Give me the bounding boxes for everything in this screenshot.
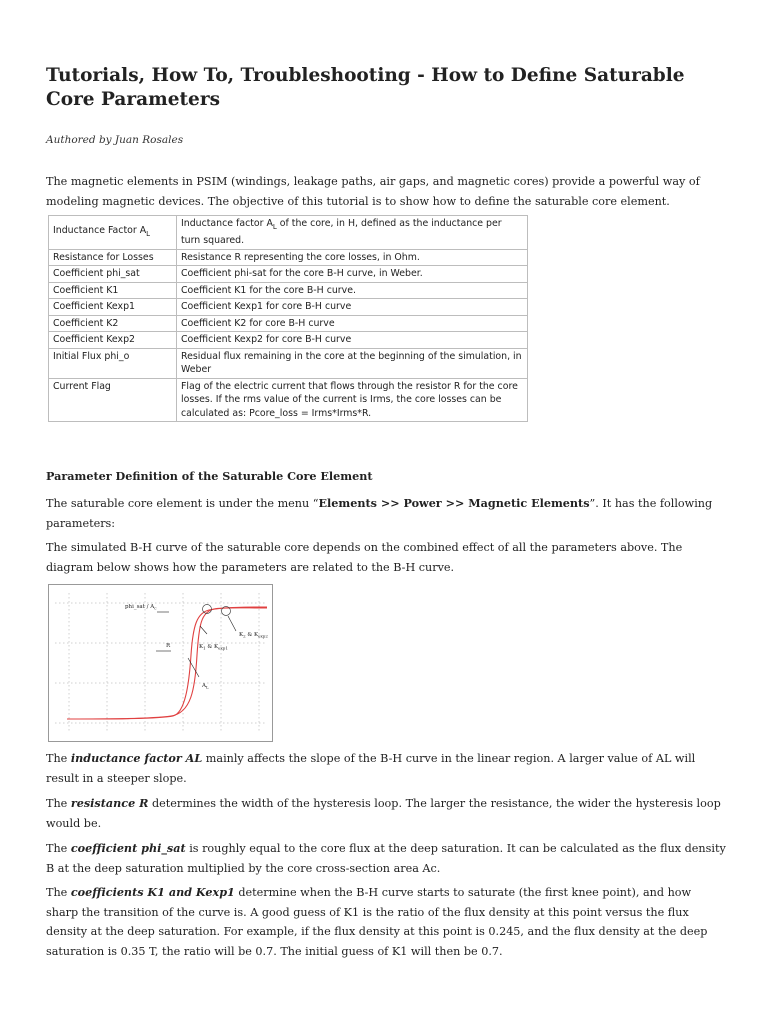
- table-row: [49, 348, 528, 378]
- param-name: Coefficient phi_sat: [49, 266, 177, 283]
- page-title: Tutorials, How To, Troubleshooting - How to Define Saturable Core Parameters: [46, 65, 685, 110]
- param-name: Inductance Factor $A_L$: [49, 216, 177, 250]
- r-label: R: [166, 643, 171, 649]
- param-name: Current Flag: [49, 378, 177, 422]
- table-row: [49, 315, 528, 332]
- param-name: Initial Flux phi_o: [49, 348, 177, 378]
- hysteresis-lower-branch: [67, 607, 267, 719]
- curve-paragraph: The simulated B-H curve of the saturable core depends on the combined effect of all the parameters above. The diagram below shows how the parameters are related to the B-H curve.: [46, 541, 683, 574]
- param-name: Coefficient Kexp1: [49, 299, 177, 316]
- author-line: Authored by Juan Rosales: [46, 134, 184, 146]
- param-description: Coefficient K2 for core B-H curve: [177, 315, 528, 332]
- param-description: Coefficient Kexp1 for core B-H curve: [177, 299, 528, 316]
- menu-paragraph: The saturable core element is under the menu “Elements >> Power >> Magnetic Elements”. It has the following parameters:: [46, 496, 713, 530]
- bh-curve-figure: [48, 584, 273, 742]
- param-description: Coefficient K1 for the core B-H curve.: [177, 282, 528, 299]
- paragraph-k1: The coefficients K1 and Kexp1 determine when the B-H curve starts to saturate (the first knee point), and how sharp the transition of the curve is. A good guess of K1 is the ratio of the flux density at this point versus the flux density at the deep saturation. For example, if the flux density at this point is 0.245, and the flux density at the deep saturation is 0.35 T, the ratio will be 0.7. The initial guess of K1 will then be 0.7.: [46, 885, 708, 958]
- k1-kexp1-label: $K_1$ & $K_{exp1}$: [199, 644, 228, 651]
- section-heading: Parameter Definition of the Saturable Core Element: [46, 469, 373, 483]
- k2-pointer: [228, 616, 236, 631]
- param-description: Residual flux remaining in the core at the beginning of the simulation, in Weber: [177, 348, 528, 378]
- table-row: [49, 249, 528, 266]
- parameter-table: [48, 215, 528, 422]
- hysteresis-upper-branch: [67, 608, 267, 719]
- k2-kexp2-label: $K_2$ & $K_{exp2}$: [239, 632, 268, 639]
- table-row: [49, 332, 528, 349]
- param-name: Coefficient K2: [49, 315, 177, 332]
- menu-path: Elements >> Power >> Magnetic Elements: [318, 496, 590, 510]
- table-row: [49, 216, 528, 250]
- table-row: [49, 282, 528, 299]
- param-description: Inductance factor $A_L$ of the core, in H, defined as the inductance per turn squared.: [177, 216, 528, 250]
- al-label: $A_L$: [202, 683, 209, 690]
- param-name: Resistance for Losses: [49, 249, 177, 266]
- grid-lines: [55, 593, 267, 733]
- paragraph-phi-sat: The coefficient phi_sat is roughly equal to the core flux at the deep saturation. It can be calculated as the flux density B at the deep saturation multiplied by the core cross-section area Ac.: [46, 841, 726, 875]
- phi-sat-label: phi_sat / $A_c$: [125, 604, 157, 611]
- intro-paragraph: The magnetic elements in PSIM (windings, leakage paths, air gaps, and magnetic cores) provide a powerful way of modeling magnetic devices. The objective of this tutorial is to show how to define the saturable core element.: [46, 175, 700, 208]
- param-description: Coefficient Kexp2 for core B-H curve: [177, 332, 528, 349]
- param-description: Resistance R representing the core losses, in Ohm.: [177, 249, 528, 266]
- paragraph-inductance: The inductance factor AL mainly affects the slope of the B-H curve in the linear region. A larger value of AL will result in a steeper slope.: [46, 751, 696, 785]
- param-name: Coefficient Kexp2: [49, 332, 177, 349]
- table-row: [49, 299, 528, 316]
- paragraph-resistance: The resistance R determines the width of the hysteresis loop. The larger the resistance, the wider the hysteresis loop would be.: [46, 796, 721, 830]
- param-description: Flag of the electric current that flows through the resistor R for the core losses. If the rms value of the current is Irms, the core losses can be calculated as: Pcore_loss = Irms*Irms*R.: [177, 378, 528, 422]
- param-description: Coefficient phi-sat for the core B-H curve, in Weber.: [177, 266, 528, 283]
- param-name: Coefficient K1: [49, 282, 177, 299]
- table-row: [49, 266, 528, 283]
- bh-curve-diagram: [49, 585, 272, 741]
- table-row: [49, 378, 528, 422]
- k1-pointer: [200, 626, 207, 634]
